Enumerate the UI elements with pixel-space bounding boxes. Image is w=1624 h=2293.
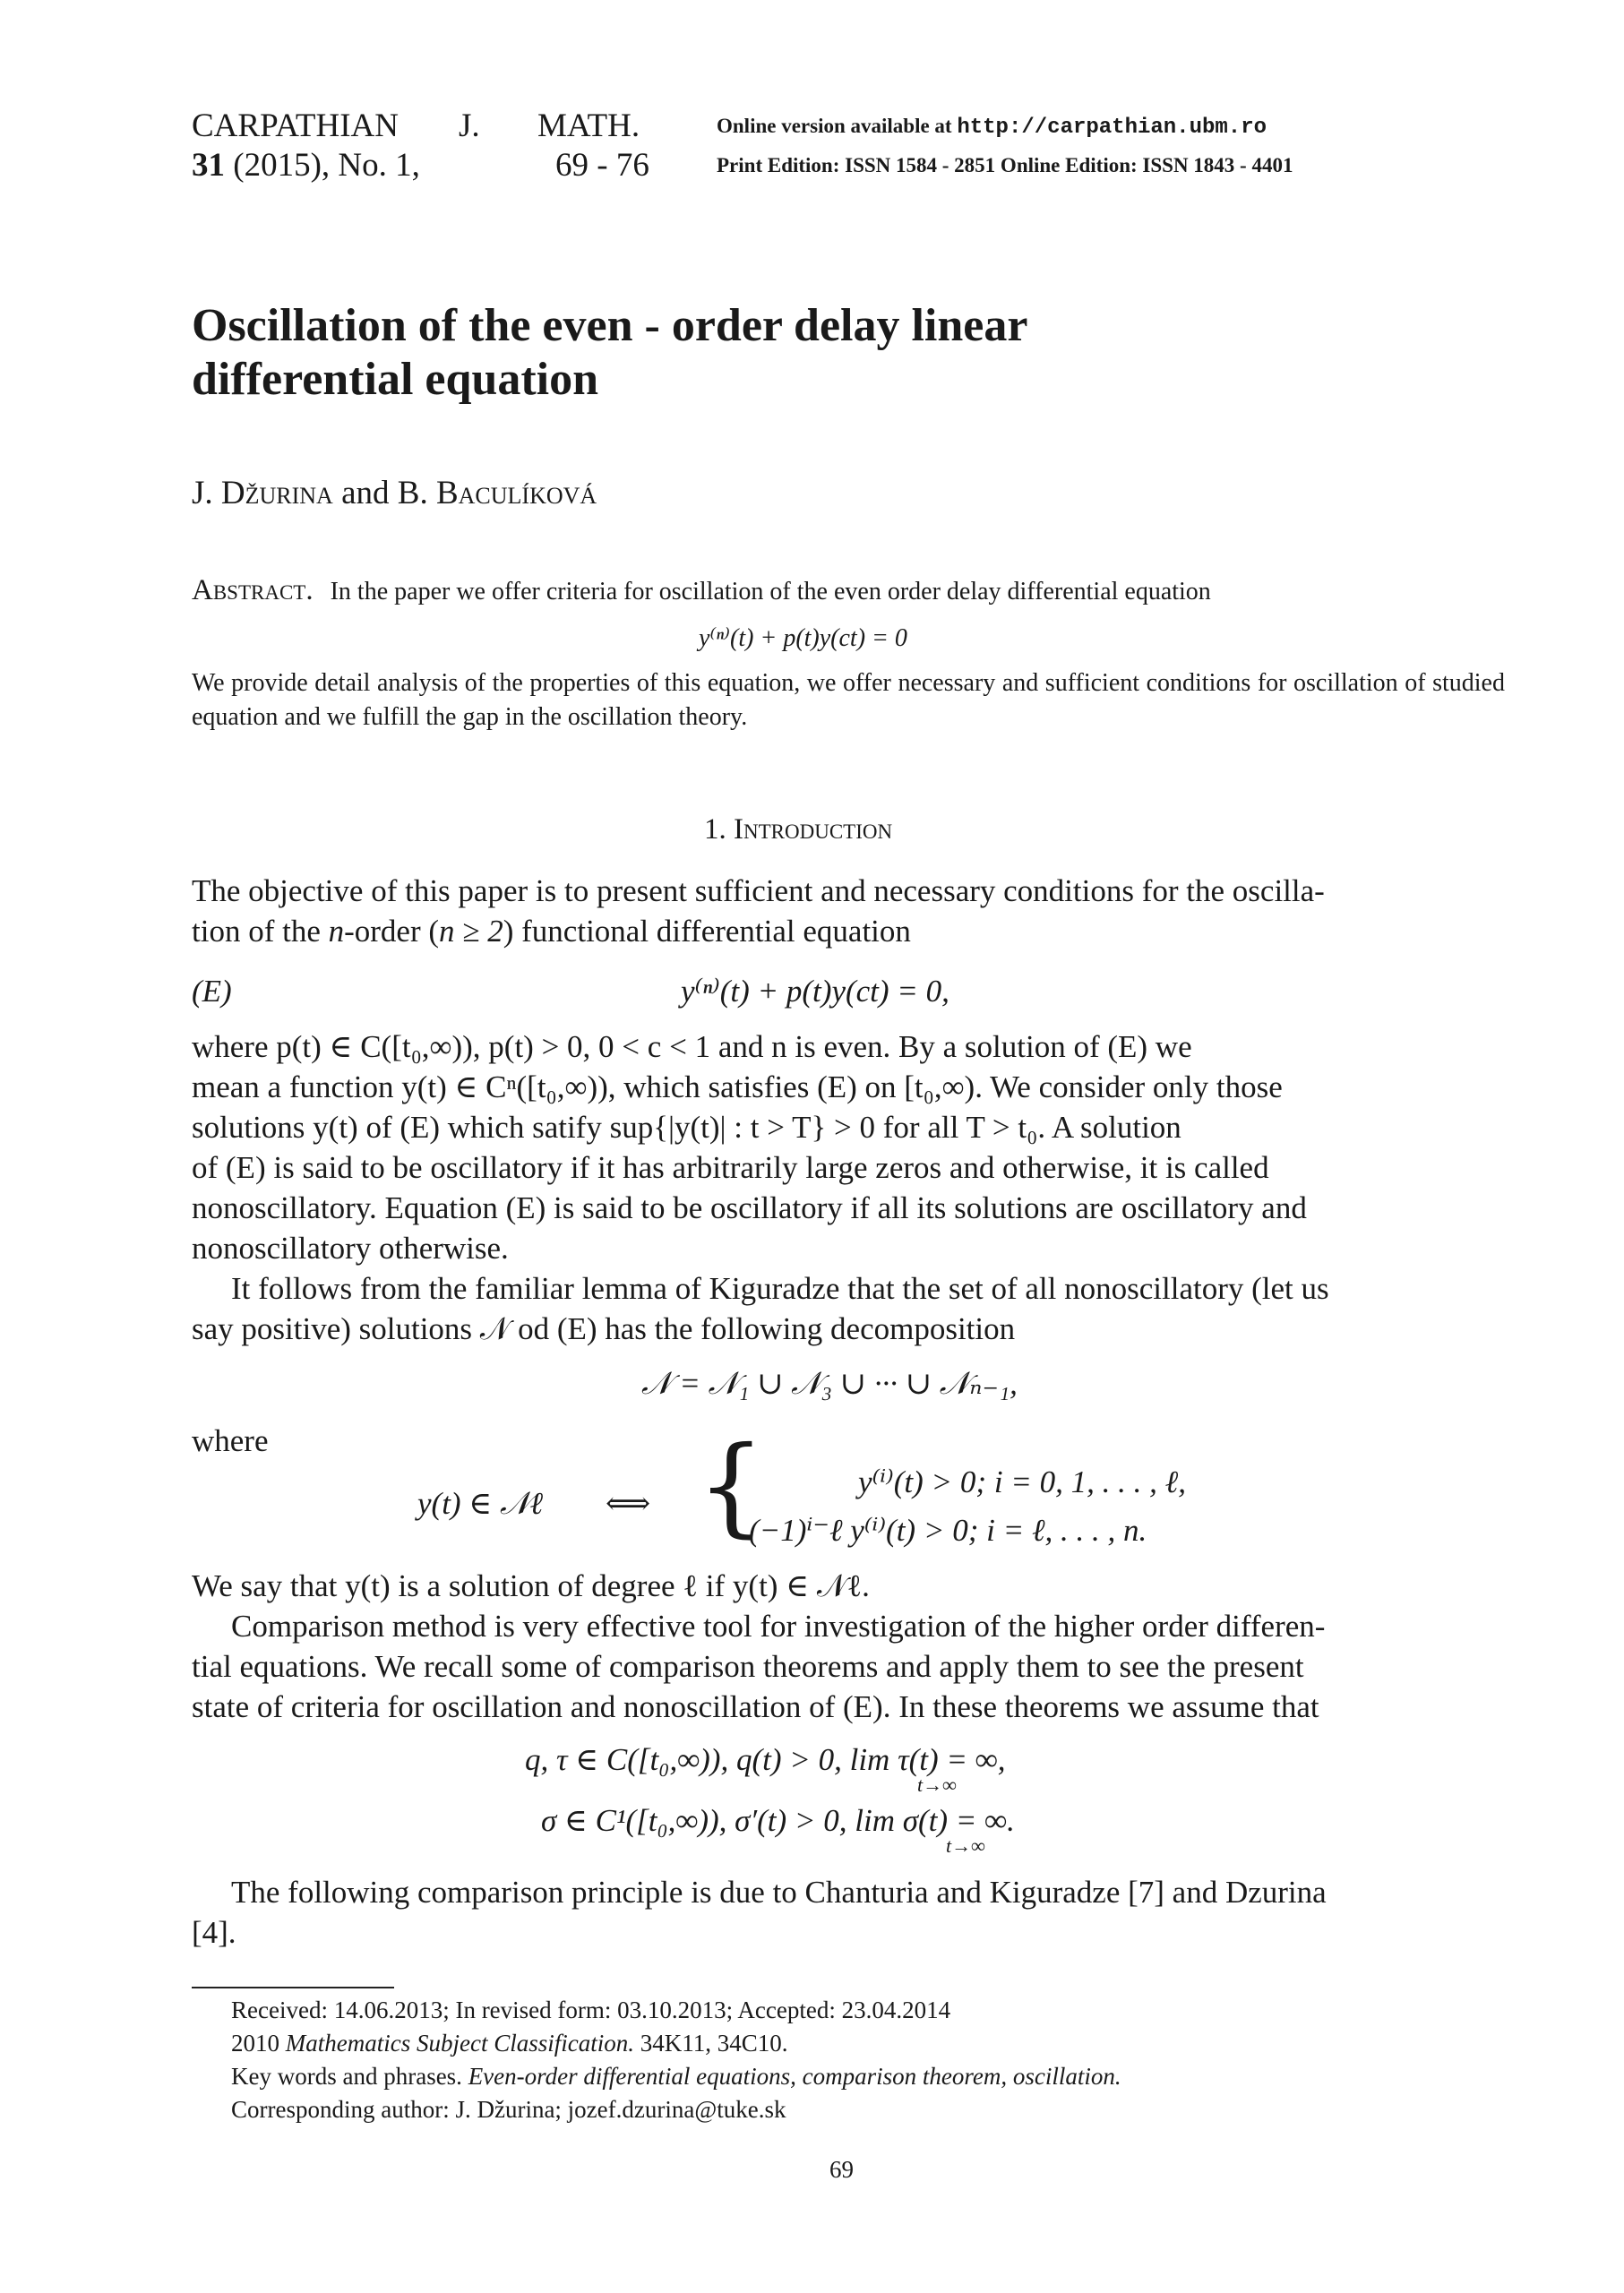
intro-p5-line1: Comparison method is very effective tool for investigation of the higher order differen-	[231, 1609, 1326, 1644]
page-number: 69	[829, 2156, 854, 2183]
intro-p6-line2: [4].	[192, 1915, 236, 1950]
equation-iff-symbol: ⟺	[606, 1486, 651, 1521]
author-1-initial: J. D	[192, 475, 245, 511]
journal-year-issue: (2015), No. 1,	[233, 147, 420, 184]
author-1-surname: žurina	[245, 475, 333, 511]
intro-p2-line3: solutions y(t) of (E) which satify sup{|y(t)| : t > T} > 0 for all T > t₀. A solution	[192, 1110, 1181, 1145]
intro-p2-line2: mean a function y(t) ∈ Cⁿ([t₀,∞)), which satisfies (E) on [t₀,∞). We consider only those	[192, 1069, 1283, 1104]
footnote-msc-label: Mathematics Subject Classification.	[285, 2030, 634, 2057]
journal-volume: 31	[192, 147, 225, 184]
intro-p3-line2: say positive) solutions 𝒩 od (E) has the following decomposition	[192, 1311, 1016, 1346]
equation-decomposition: 𝒩 = 𝒩₁ ∪ 𝒩₃ ∪ ··· ∪ 𝒩ₙ₋₁,	[641, 1366, 1018, 1401]
limit-subscript-2: t→∞	[946, 1834, 985, 1857]
abstract-text: We provide detail analysis of the properties of this equation, we offer necessary and sufficient conditions for oscillation of studied equation and we fulfill the gap in the oscillation theory.	[192, 669, 1505, 731]
intro-p2-line4: of (E) is said to be oscillatory if it has arbitrarily large zeros and otherwise, it is called	[192, 1150, 1269, 1185]
intro-p1-line2	[192, 911, 911, 951]
intro-p5-line3: state of criteria for oscillation and nonoscillation of (E). In these theorems we assume that	[192, 1689, 1319, 1724]
author-2-surname: aculíková	[458, 475, 597, 511]
intro-p5-line2: tial equations. We recall some of comparison theorems and apply them to see the present	[192, 1649, 1304, 1684]
equation-label-E: (E)	[192, 974, 232, 1009]
online-prefix: Online version available at	[717, 115, 958, 137]
authors-line	[192, 473, 597, 513]
where-label: where	[192, 1423, 269, 1458]
intro-p1-text-c: -order (	[344, 914, 440, 949]
equation-assumption-2: σ ∈ C¹([t₀,∞)), σ′(t) > 0, lim σ(t) = ∞.	[541, 1803, 1015, 1838]
journal-pages: 69 - 76	[555, 147, 649, 184]
footnote-rule	[192, 1987, 394, 1988]
equation-case-2: (−1)ⁱ⁻ℓ y⁽ⁱ⁾(t) > 0; i = ℓ, . . . , n.	[749, 1513, 1147, 1548]
journal-url-link[interactable]: http://carpathian.ubm.ro	[957, 116, 1267, 140]
equation-E: y⁽ⁿ⁾(t) + p(t)y(ct) = 0,	[681, 974, 949, 1009]
intro-p1-text-a: tion of the	[192, 914, 329, 949]
abstract-intro: In the paper we offer criteria for oscillation of the even order delay differential equation	[330, 578, 1211, 605]
journal-name-carpathian: CARPATHIAN	[192, 107, 399, 144]
paper-title-line-1: Oscillation of the even - order delay linear	[192, 300, 1028, 351]
footnote-msc-year: 2010	[231, 2030, 286, 2057]
intro-p1-math-n-ge-2: n ≥ 2	[439, 914, 503, 949]
equation-assumption-1: q, τ ∈ C([t₀,∞)), q(t) > 0, lim τ(t) = ∞,	[525, 1742, 1006, 1777]
intro-p1-text-e: ) functional differential equation	[503, 914, 911, 949]
authors-and: and	[332, 475, 398, 511]
paper-title-line-2: differential equation	[192, 354, 599, 405]
footnote-keywords-text: Even-order differential equations, comparison theorem, oscillation.	[468, 2063, 1121, 2090]
left-brace: {	[697, 1424, 766, 1549]
journal-name-j: J.	[459, 107, 480, 144]
limit-subscript-1: t→∞	[917, 1773, 957, 1796]
footnote-keywords	[231, 2060, 1121, 2093]
footnote-received: Received: 14.06.2013; In revised form: 03.10.2013; Accepted: 23.04.2014	[231, 1997, 951, 2023]
equation-case-1: y⁽ⁱ⁾(t) > 0; i = 0, 1, . . . , ℓ,	[858, 1464, 1186, 1499]
footnote-msc	[231, 2027, 787, 2060]
footnote-corresponding-author: Corresponding author: J. Džurina; jozef.dzurina@tuke.sk	[231, 2096, 786, 2123]
author-2-initial: B. B	[397, 475, 459, 511]
abstract-equation: y⁽ⁿ⁾(t) + p(t)y(ct) = 0	[699, 624, 907, 652]
equation-degree-left: y(t) ∈ 𝒩ℓ	[417, 1486, 544, 1521]
section-heading-text: 1. Introduction	[704, 813, 893, 846]
intro-p2-line5: nonoscillatory. Equation (E) is said to be oscillatory if all its solutions are oscillatory and	[192, 1190, 1307, 1225]
journal-volume-line	[192, 145, 420, 185]
footnote-msc-codes: 34K11, 34C10.	[633, 2030, 788, 2057]
intro-p1-line1: The objective of this paper is to present sufficient and necessary conditions for the oscilla-	[192, 873, 1325, 908]
abstract-first-line	[192, 573, 1211, 609]
intro-p4: We say that y(t) is a solution of degree ℓ if y(t) ∈ 𝒩ℓ.	[192, 1568, 870, 1603]
issn-line: Print Edition: ISSN 1584 - 2851 Online Edition: ISSN 1843 - 4401	[717, 154, 1293, 176]
journal-name-math: MATH.	[537, 107, 640, 144]
section-heading-introduction	[704, 813, 892, 846]
intro-p2-line1: where p(t) ∈ C([t₀,∞)), p(t) > 0, 0 < c < 1 and n is even. By a solution of (E) we	[192, 1029, 1192, 1064]
intro-p6-line1: The following comparison principle is due to Chanturia and Kiguradze [7] and Dzurina	[231, 1875, 1327, 1910]
online-version-line	[717, 115, 1267, 140]
abstract-heading: Abstract.	[192, 574, 314, 606]
intro-p3-line1: It follows from the familiar lemma of Kiguradze that the set of all nonoscillatory (let us	[231, 1271, 1329, 1306]
intro-p1-math-n: n	[328, 914, 345, 949]
footnote-keywords-label: Key words and phrases.	[231, 2063, 468, 2090]
intro-p2-line6: nonoscillatory otherwise.	[192, 1231, 509, 1266]
